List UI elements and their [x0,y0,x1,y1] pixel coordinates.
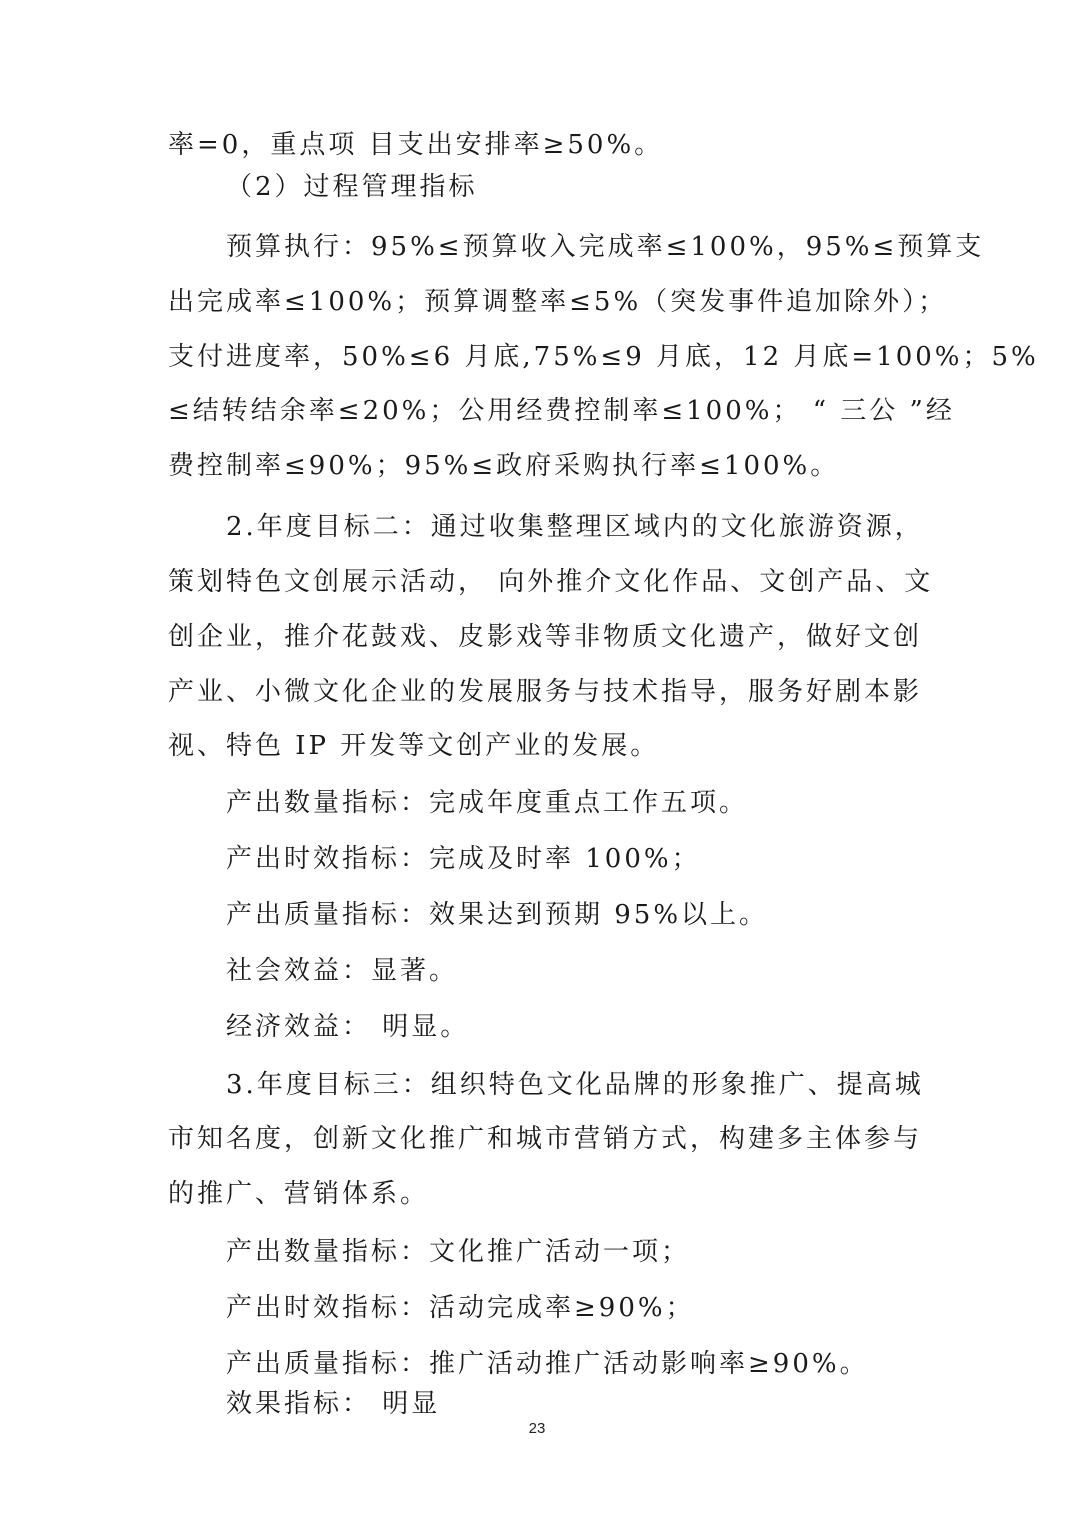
text-line: 产业、小微文化企业的发展服务与技术指导，服务好剧本影 [168,677,923,707]
page-number: 23 [528,1420,546,1437]
section-heading: （2）过程管理指标 [226,172,478,202]
indicator-line: 产出质量指标：效果达到预期 95%以上。 [226,900,769,930]
text-line: 策划特色文创展示活动， 向外推介文化作品、文创产品、文 [168,567,934,597]
indicator-line: 产出时效指标：活动完成率≥90%； [226,1293,695,1323]
text-line: 费控制率≤90%；95%≤政府采购执行率≤100%。 [168,451,840,481]
text-line: ≤结转结余率≤20%；公用经费控制率≤100%； “ 三公 ”经 [168,396,955,426]
text-line: 创企业，推介花鼓戏、皮影戏等非物质文化遗产，做好文创 [168,622,923,652]
text-line: 3.年度目标三：组织特色文化品牌的形象推广、提高城 [226,1070,924,1100]
indicator-line: 产出时效指标：完成及时率 100%； [226,844,701,874]
indicator-line: 产出数量指标：文化推广活动一项； [226,1237,691,1267]
text-line: 的推广、营销体系。 [168,1179,430,1209]
text-line: 市知名度，创新文化推广和城市营销方式，构建多主体参与 [168,1124,923,1154]
text-line: 支付进度率，50%≤6 月底,75%≤9 月底，12 月底=100%；5% [168,342,1039,372]
text-line: 2.年度目标二：通过收集整理区域内的文化旅游资源， [226,512,924,542]
text-line: 出完成率≤100%；预算调整率≤5%（突发事件追加除外）； [168,287,948,317]
text-line: 率=0，重点项 目支出安排率≥50%。 [168,130,664,160]
text-line: 视、特色 IP 开发等文创产业的发展。 [168,731,660,761]
indicator-line: 经济效益： 明显。 [226,1012,470,1042]
indicator-line: 产出质量指标：推广活动推广活动影响率≥90%。 [226,1349,869,1379]
indicator-line: 社会效益：显著。 [226,956,459,986]
indicator-line: 效果指标： 明显 [226,1389,441,1419]
text-line: 预算执行：95%≤预算收入完成率≤100%，95%≤预算支 [226,232,985,262]
indicator-line: 产出数量指标：完成年度重点工作五项。 [226,788,749,818]
